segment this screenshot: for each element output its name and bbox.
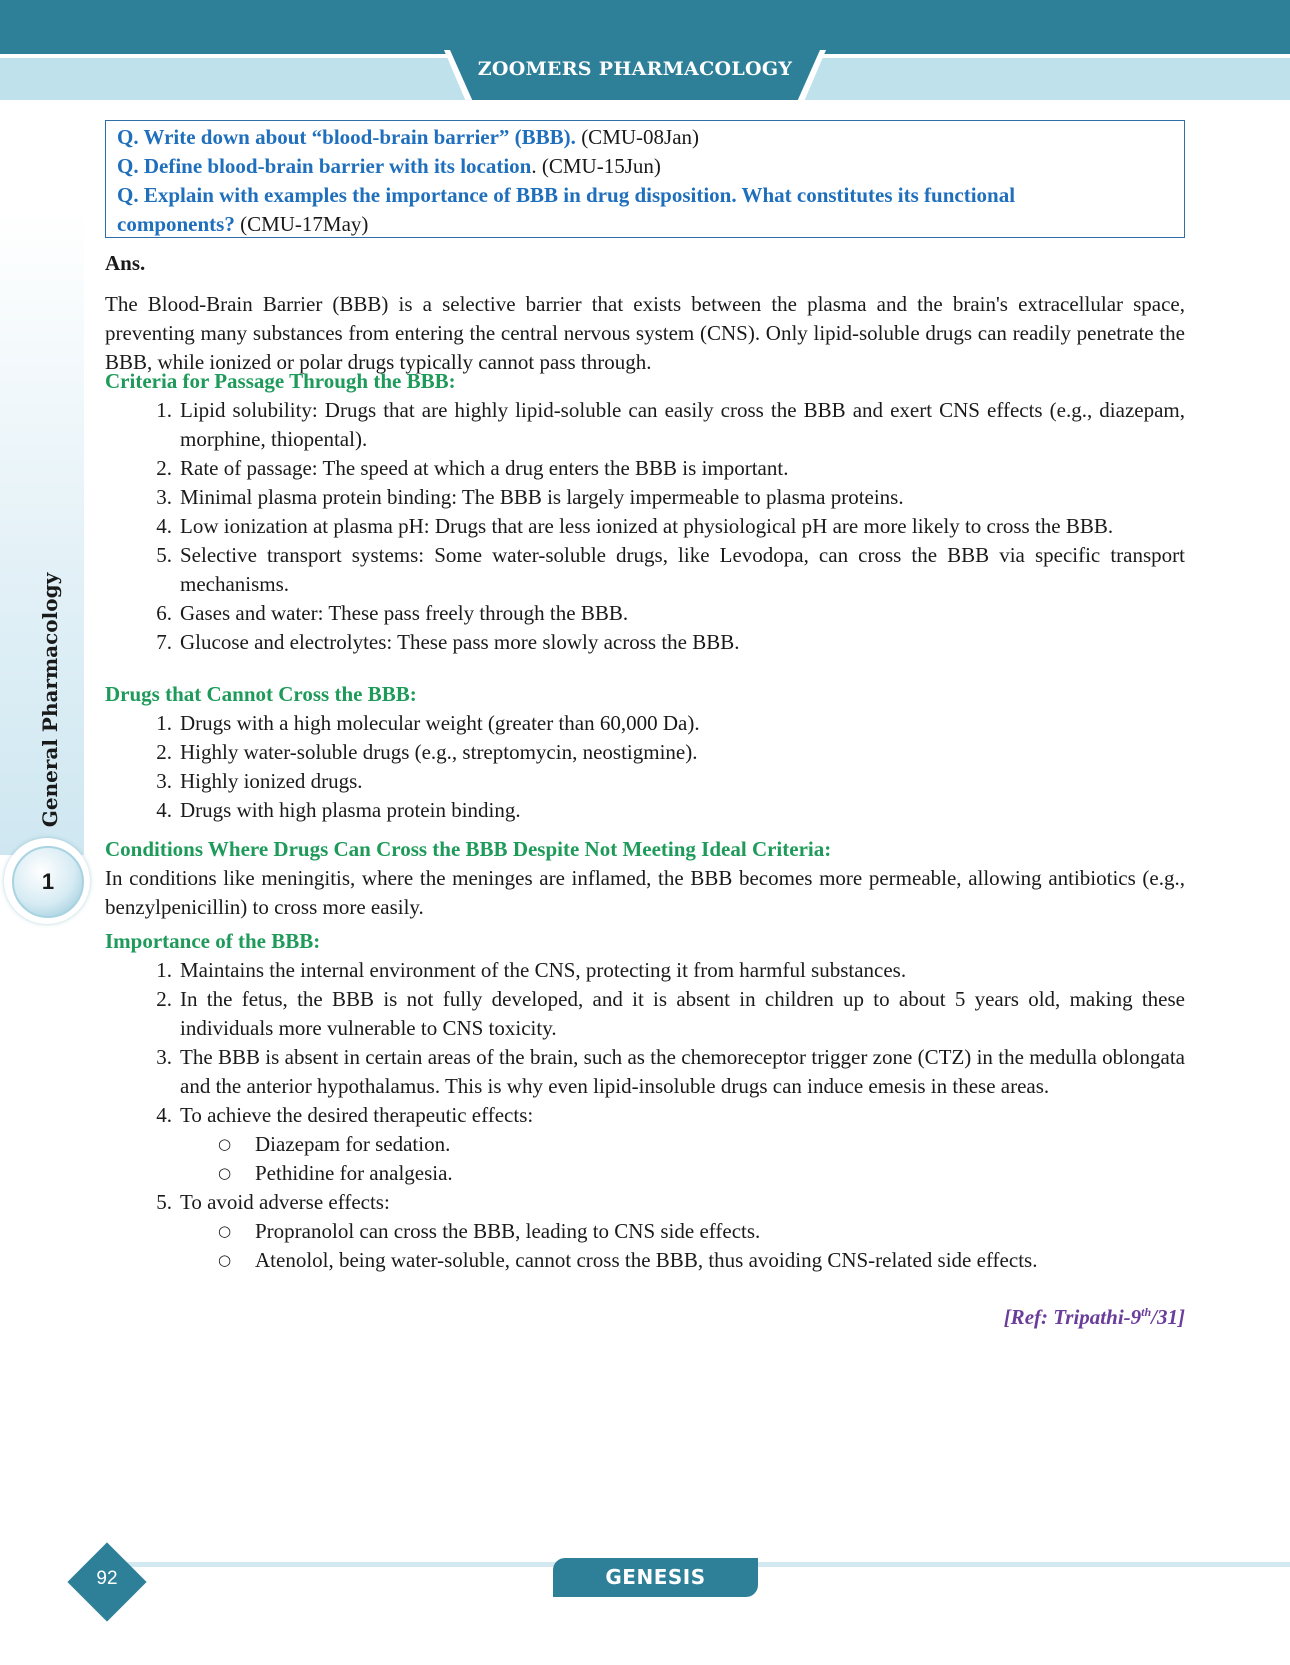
list-item: 4. Drugs with high plasma protein binding. xyxy=(156,798,521,822)
reference-sup: th xyxy=(1141,1305,1152,1319)
list-item-text: Glucose and electrolytes: These pass more slowly across the BBB. xyxy=(180,630,740,654)
question-text: Q. Explain with examples the importance of BBB in drug disposition. What constitutes its functional xyxy=(117,183,1016,207)
list-item-text: Gases and water: These pass freely through the BBB. xyxy=(180,601,629,625)
importance-list xyxy=(105,956,1185,1275)
chapter-badge: 1 xyxy=(12,846,84,918)
list-item: 5. To avoid adverse effects: xyxy=(156,1190,390,1214)
reference-suffix: /31] xyxy=(1151,1305,1185,1329)
list-item-text: Selective transport systems: Some water-soluble drugs, like Levodopa, can cross the BBB via specific transport mechanisms. xyxy=(180,543,1185,596)
sub-list-item xyxy=(105,1159,1185,1188)
bullet-icon: ○ xyxy=(218,1222,232,1240)
list-item-text: Low ionization at plasma pH: Drugs that are less ionized at physiological pH are more likely to cross the BBB. xyxy=(180,514,1114,538)
list-item-text: Highly water-soluble drugs (e.g., streptomycin, neostigmine). xyxy=(180,740,698,764)
question-box xyxy=(105,120,1185,238)
list-item-text: Drugs with high plasma protein binding. xyxy=(180,798,521,822)
list-item-text: To avoid adverse effects: xyxy=(180,1190,390,1214)
page-number: 92 xyxy=(96,1568,118,1589)
conditions-paragraph: In conditions like meningitis, where the meninges are inflamed, the BBB becomes more permeable, allowing antibiotics (e.g., benzylpenicillin) to cross more easily. xyxy=(105,866,1185,919)
cannot-cross-list xyxy=(105,709,1185,825)
bullet-icon: ○ xyxy=(218,1251,232,1269)
list-item-text: Drugs with a high molecular weight (greater than 60,000 Da). xyxy=(180,711,700,735)
question-ref: (CMU-17May) xyxy=(234,212,369,236)
list-item: 3. Highly ionized drugs. xyxy=(156,769,363,793)
list-item: 4. To achieve the desired therapeutic effects: xyxy=(156,1103,534,1127)
list-item-text: Highly ionized drugs. xyxy=(180,769,363,793)
list-item-text: In the fetus, the BBB is not fully developed, and it is absent in children up to about 5 years old, making these individuals more vulnerable to CNS toxicity. xyxy=(180,987,1185,1040)
question-ref: (CMU-08Jan) xyxy=(575,125,700,149)
footer-brand: GENESIS xyxy=(605,1565,706,1589)
answer-label: Ans. xyxy=(105,251,146,275)
list-item: 1. Lipid solubility: Drugs that are highly lipid-soluble can easily cross the BBB and exert CNS effects (e.g., diazepam, morphine, thiopental). xyxy=(156,398,1185,451)
sub-list-item xyxy=(105,1246,1185,1275)
sub-list-item-text: Atenolol, being water-soluble, cannot cross the BBB, thus avoiding CNS-related side effects. xyxy=(255,1248,1038,1272)
question-text: Q. Write down about “blood-brain barrier” (BBB). xyxy=(117,125,576,149)
list-item: 1. Drugs with a high molecular weight (greater than 60,000 Da). xyxy=(156,711,700,735)
question-line xyxy=(117,152,1174,181)
bullet-icon: ○ xyxy=(218,1164,232,1182)
header-title: ZOOMERS PHARMACOLOGY xyxy=(477,58,793,80)
bullet-icon: ○ xyxy=(218,1135,232,1153)
list-item: 2. Rate of passage: The speed at which a drug enters the BBB is important. xyxy=(156,456,789,480)
list-item-text: Maintains the internal environment of the CNS, protecting it from harmful substances. xyxy=(180,958,907,982)
header-band xyxy=(0,0,1290,54)
criteria-heading: Criteria for Passage Through the BBB: xyxy=(105,369,456,393)
list-item: 5. Selective transport systems: Some water-soluble drugs, like Levodopa, can cross the BBB via specific transport mechanisms. xyxy=(156,543,1185,596)
list-item-text: Minimal plasma protein binding: The BBB is largely impermeable to plasma proteins. xyxy=(180,485,904,509)
sub-list-item xyxy=(105,1130,1185,1159)
list-item: 2. Highly water-soluble drugs (e.g., streptomycin, neostigmine). xyxy=(156,740,698,764)
criteria-list xyxy=(105,396,1185,657)
question-line xyxy=(117,123,1174,152)
list-item-text: Lipid solubility: Drugs that are highly lipid-soluble can easily cross the BBB and exert CNS effects (e.g., diazepam, morphine, thiopental). xyxy=(180,398,1185,451)
sub-list-item-text: Propranolol can cross the BBB, leading to CNS side effects. xyxy=(255,1219,761,1243)
reference-prefix: [Ref: Tripathi-9 xyxy=(1003,1305,1142,1329)
list-item: 3. The BBB is absent in certain areas of the brain, such as the chemoreceptor trigger zone (CTZ) in the medulla oblongata and the anterior hypothalamus. This is why even lipid-insoluble drugs can induce emesis in these areas. xyxy=(156,1045,1185,1098)
list-item-text: To achieve the desired therapeutic effects: xyxy=(180,1103,534,1127)
list-item-text: The BBB is absent in certain areas of the brain, such as the chemoreceptor trigger zone (CTZ) in the medulla oblongata and the anterior hypothalamus. This is why even lipid-insoluble drugs can induce emesis in these areas. xyxy=(180,1045,1185,1098)
sub-list-item-text: Pethidine for analgesia. xyxy=(255,1161,453,1185)
list-item: 2. In the fetus, the BBB is not fully developed, and it is absent in children up to about 5 years old, making these individuals more vulnerable to CNS toxicity. xyxy=(156,987,1185,1040)
intro-paragraph: The Blood-Brain Barrier (BBB) is a selective barrier that exists between the plasma and the brain's extracellular space, preventing many substances from entering the central nervous system (CNS). Only lipid-soluble drugs can readily penetrate the BBB, while ionized or polar drugs typically cannot pass through. xyxy=(105,292,1185,374)
question-ref: . (CMU-15Jun) xyxy=(531,154,661,178)
sidebar-title: General Pharmacology xyxy=(38,572,62,828)
list-item: 7. Glucose and electrolytes: These pass more slowly across the BBB. xyxy=(156,630,740,654)
list-item: 3. Minimal plasma protein binding: The BBB is largely impermeable to plasma proteins. xyxy=(156,485,904,509)
question-text: Q. Define blood-brain barrier with its location xyxy=(117,154,532,178)
sub-list-item-text: Diazepam for sedation. xyxy=(255,1132,451,1156)
list-item: 4. Low ionization at plasma pH: Drugs that are less ionized at physiological pH are more likely to cross the BBB. xyxy=(156,514,1114,538)
sub-list-item xyxy=(105,1217,1185,1246)
list-item-text: Rate of passage: The speed at which a drug enters the BBB is important. xyxy=(180,456,789,480)
conditions-heading: Conditions Where Drugs Can Cross the BBB Despite Not Meeting Ideal Criteria: xyxy=(105,837,832,861)
question-line xyxy=(117,181,1174,210)
cannot-cross-heading: Drugs that Cannot Cross the BBB: xyxy=(105,682,417,706)
importance-heading: Importance of the BBB: xyxy=(105,929,321,953)
list-item: 1. Maintains the internal environment of the CNS, protecting it from harmful substances. xyxy=(156,958,907,982)
reference xyxy=(905,1305,1185,1330)
list-item: 6. Gases and water: These pass freely through the BBB. xyxy=(156,601,629,625)
question-text: components? xyxy=(117,212,235,236)
question-line xyxy=(117,210,1174,239)
